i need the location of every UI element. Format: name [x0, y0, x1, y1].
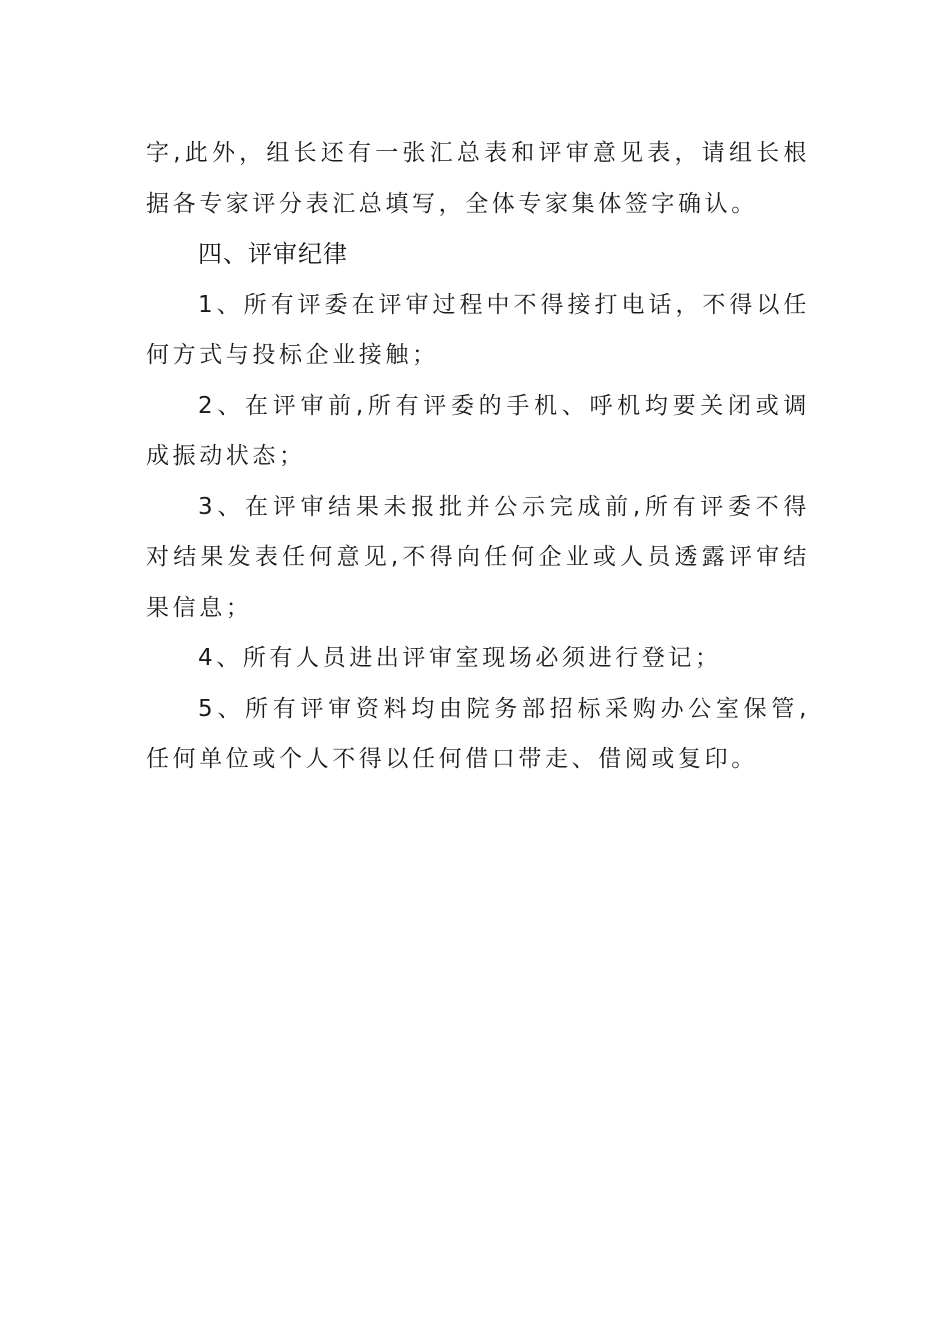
section-heading: 四、评审纪律: [198, 240, 348, 268]
rule-item-5: 5、所有评审资料均由院务部招标采购办公室保管,任何单位或个人不得以任何借口带走、借阅或复印。: [146, 695, 810, 772]
rule-item-1: 1、所有评委在评审过程中不得接打电话，不得以任何方式与投标企业接触；: [146, 291, 810, 368]
rule-item-4: 4、所有人员进出评审室现场必须进行登记；: [198, 645, 722, 671]
document-body: [146, 128, 810, 785]
continuation-paragraph: 字,此外，组长还有一张汇总表和评审意见表，请组长根据各专家评分表汇总填写，全体专家集体签字确认。: [146, 140, 810, 217]
rule-item-3: 3、在评审结果未报批并公示完成前,所有评委不得对结果发表任何意见,不得向任何企业或人员透露评审结果信息；: [146, 493, 810, 621]
rule-item-2: 2、在评审前,所有评委的手机、呼机均要关闭或调成振动状态；: [146, 392, 810, 469]
